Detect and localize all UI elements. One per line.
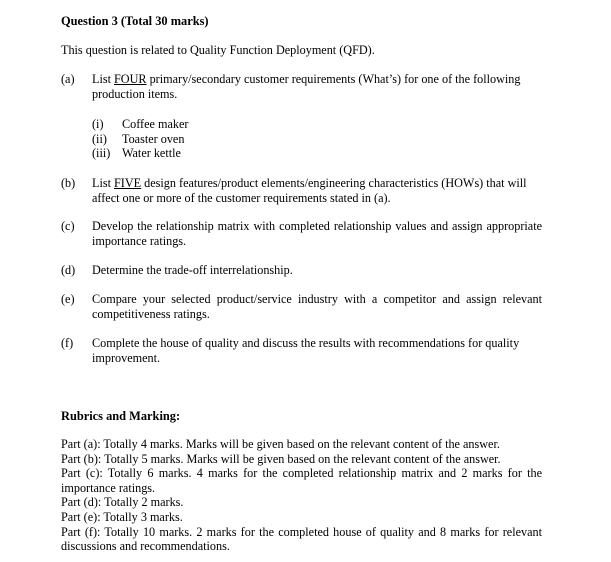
part-a-text-post: primary/secondary customer requirements (What’s) for one of the following production items. [92,72,521,101]
part-a [61,72,551,101]
part-f-label: (f) [61,336,74,350]
part-d [61,263,551,278]
list-item [92,132,188,147]
list-item-name: Coffee maker [122,117,189,131]
list-item-name: Water kettle [122,146,181,161]
part-a-label: (a) [61,72,75,86]
list-item [92,117,188,132]
production-items-list [92,117,188,161]
part-b-text-emphasis: FIVE [114,176,142,190]
part-d-text: Determine the trade-off interrelationship. [92,263,293,277]
part-b-text [92,176,542,205]
part-f [61,336,551,365]
list-item-number: (ii) [92,131,107,146]
list-item-number: (i) [92,117,104,131]
part-a-text-pre: List [92,72,115,86]
part-f-text: Complete the house of quality and discuss the results with recommendations for quality improvement. [92,336,520,365]
part-e-label: (e) [61,292,75,306]
part-b-text-pre: List [92,176,115,190]
rubric-line: Part (a): Totally 4 marks. Marks will be given based on the relevant content of the answer. [61,437,500,451]
rubric-line: Part (b): Totally 5 marks. Marks will be given based on the relevant content of the answer. [61,451,501,466]
part-c-text: Develop the relationship matrix with completed relationship values and assign appropriate importance ratings. [92,219,542,248]
rubrics-heading: Rubrics and Marking: [61,409,181,423]
part-c [61,219,551,248]
question-heading: Question 3 (Total 30 marks) [61,14,209,28]
part-e-text: Compare your selected product/service industry with a competitor and assign relevant competitiveness ratings. [92,292,542,321]
rubric-line: Part (e): Totally 3 marks. [61,509,183,524]
rubrics-list [61,437,542,554]
part-b-label: (b) [61,176,76,190]
list-item [92,146,188,161]
part-e [61,292,551,321]
rubric-line: Part (f): Totally 10 marks. 2 marks for the completed house of quality and 8 marks for relevant discussions and recommendations. [61,524,542,554]
rubric-line: Part (d): Totally 2 marks. [61,495,184,510]
part-d-label: (d) [61,263,76,277]
part-c-label: (c) [61,219,75,233]
rubric-line: Part (c): Totally 6 marks. 4 marks for the completed relationship matrix and 2 marks for the importance ratings. [61,466,542,495]
part-b-text-post: design features/product elements/engineering characteristics (HOWs) that will affect one or more of the customer requirements stated in (a). [92,176,527,205]
part-b [61,176,551,205]
part-a-text [92,72,542,101]
question-intro: This question is related to Quality Function Deployment (QFD). [61,43,375,57]
list-item-name: Toaster oven [122,131,185,146]
list-item-number: (iii) [92,146,111,161]
part-a-text-emphasis: FOUR [114,72,147,86]
